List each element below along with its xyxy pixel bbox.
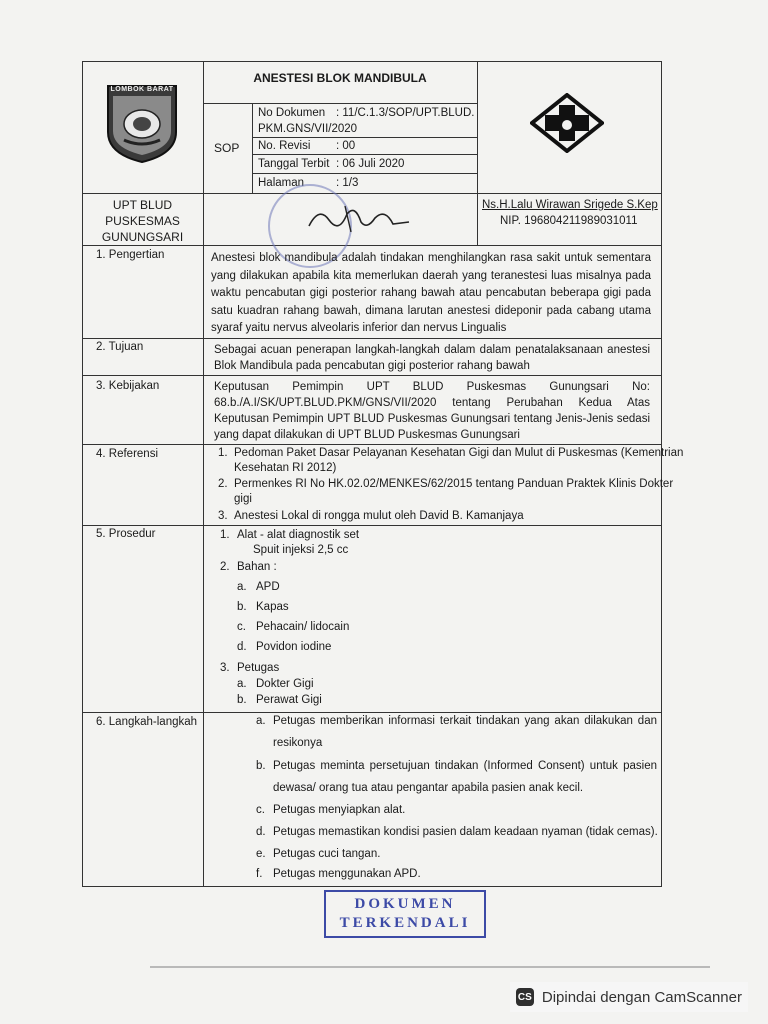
rule-after-pengertian: [82, 338, 662, 339]
header-divider-sop: [252, 103, 253, 193]
camscanner-logo-icon: CS: [516, 988, 534, 1006]
bahan-item-text: APD: [256, 581, 280, 593]
langkah-item-letter: a.: [256, 715, 266, 727]
header-divider-left: [203, 61, 204, 245]
section-text-kebijakan: Keputusan Pemimpin UPT BLUD Puskesmas Gunungsari No: 68.b./A.I/SK/UPT.BLUD.PKM/GNS/VII/2020 tentang Perubahan Kedua Atas Keputusan Pemimpin UPT BLUD Puskesmas Gunungsari tentang Jenis-Jenis sedasi yang dapat dilakukan di UPT BLUD Puskesmas Gunungsari: [214, 381, 650, 441]
referensi-item-text: Pedoman Paket Dasar Pelayanan Kesehatan Gigi dan Mulut di Puskesmas (Kementrian: [234, 447, 684, 459]
header-row-rule-2: [252, 154, 477, 155]
header-title-rule: [203, 103, 477, 104]
rule-after-tujuan: [82, 375, 662, 376]
langkah-item-text: Petugas memastikan kondisi pasien dalam keadaan nyaman (tidak cemas).: [273, 826, 658, 838]
frame-left: [82, 61, 83, 887]
section-label-prosedur: 5. Prosedur: [96, 528, 156, 540]
langkah-item-letter: f.: [256, 868, 263, 880]
org-name-line2: PUSKESMAS: [105, 214, 180, 228]
langkah-item-text: Petugas menyiapkan alat.: [273, 804, 406, 816]
prosedur-alat-num: 1.: [220, 529, 230, 541]
bahan-item-letter: d.: [237, 641, 247, 653]
prosedur-petugas-title: Petugas: [237, 662, 280, 674]
petugas-item-text: Dokter Gigi: [256, 678, 314, 690]
petugas-item-text: Perawat Gigi: [256, 694, 322, 706]
section-text-tujuan: Sebagai acuan penerapan langkah-langkah dalam dalam penatalaksanaan anestesi Blok Mandibula pada pencabutan gigi posterior rahang bawah: [214, 344, 650, 372]
section-label-tujuan: 2. Tujuan: [96, 341, 144, 353]
emblem-banner-text: LOMBOK BARAT: [110, 86, 174, 93]
prosedur-bahan-title: Bahan :: [237, 561, 277, 573]
date-value: : 06 Juli 2020: [336, 158, 405, 170]
header-row-rule-1: [252, 137, 477, 138]
stamp-line1: DOKUMEN: [354, 896, 456, 912]
header-row-rule-3: [252, 173, 477, 174]
frame-top: [82, 61, 662, 62]
sop-label: SOP: [214, 141, 240, 155]
stamp-line2: TERKENDALI: [339, 915, 471, 931]
header-bottom-rule: [82, 245, 662, 246]
langkah-item-letter: c.: [256, 804, 265, 816]
label-column-divider: [203, 245, 204, 887]
camscanner-text: Dipindai dengan CamScanner: [541, 988, 742, 1006]
prosedur-bahan-num: 2.: [220, 561, 230, 573]
bahan-item-text: Kapas: [256, 601, 289, 613]
header-logo-rule: [82, 193, 662, 194]
rule-after-kebijakan: [82, 444, 662, 445]
section-label-langkah: 6. Langkah-langkah: [96, 716, 198, 728]
section-label-pengertian: 1. Pengertian: [96, 249, 165, 261]
bahan-item-text: Pehacain/ lidocain: [256, 621, 350, 633]
frame-right: [661, 61, 662, 887]
langkah-item-letter: b.: [256, 760, 266, 772]
langkah-item-text: Petugas memberikan informasi terkait tindakan yang akan dilakukan dan resikonya: [273, 715, 657, 749]
referensi-item-text: Permenkes RI No HK.02.02/MENKES/62/2015 tentang Panduan Praktek Klinis Dokter: [234, 478, 674, 490]
revision-label: No. Revisi: [258, 140, 311, 152]
frame-bottom: [82, 886, 662, 887]
referensi-item-text-cont: Kesehatan RI 2012): [234, 462, 337, 474]
langkah-item-text: Petugas cuci tangan.: [273, 848, 381, 860]
org-name-line3: GUNUNGSARI: [101, 230, 184, 244]
petugas-item-letter: b.: [237, 694, 247, 706]
lombok-barat-emblem: [104, 82, 180, 164]
camscanner-watermark: [510, 982, 748, 1012]
doc-no-label: No Dokumen: [258, 107, 326, 119]
header-divider-right: [477, 61, 478, 245]
prosedur-alat-sub: Spuit injeksi 2,5 cc: [253, 544, 349, 556]
referensi-item-text-cont: gigi: [234, 493, 252, 505]
page-value: : 1/3: [336, 177, 359, 189]
section-label-referensi: 4. Referensi: [96, 448, 159, 460]
revision-value: : 00: [336, 140, 356, 152]
org-name-line1: UPT BLUD: [112, 198, 173, 212]
referensi-item-num: 3.: [218, 510, 228, 522]
signer-name: Ns.H.Lalu Wirawan Srigede S.Kep: [482, 199, 658, 211]
doc-no-value: : 11/C.1.3/SOP/UPT.BLUD.: [336, 107, 475, 119]
page-label: Halaman: [258, 177, 305, 189]
petugas-item-letter: a.: [237, 678, 247, 690]
section-label-kebijakan: 3. Kebijakan: [96, 380, 160, 392]
langkah-item-letter: d.: [256, 826, 266, 838]
referensi-item-num: 2.: [218, 478, 228, 490]
puskesmas-logo-icon: [530, 93, 604, 153]
prosedur-petugas-num: 3.: [220, 662, 230, 674]
date-label: Tanggal Terbit: [258, 158, 330, 170]
bahan-item-letter: a.: [237, 581, 247, 593]
bahan-item-text: Povidon iodine: [256, 641, 332, 653]
rule-after-referensi: [82, 525, 662, 526]
bahan-item-letter: c.: [237, 621, 246, 633]
langkah-item-letter: e.: [256, 848, 266, 860]
langkah-item-text: Petugas meminta persetujuan tindakan (Informed Consent) untuk pasien dewasa/ orang tua atau pengantar apabila pasien anak kecil.: [273, 760, 657, 794]
referensi-item-text: Anestesi Lokal di rongga mulut oleh David B. Kamanjaya: [234, 510, 524, 522]
signature: [305, 200, 415, 236]
bahan-item-letter: b.: [237, 601, 247, 613]
section-text-pengertian: Anestesi blok mandibula adalah tindakan menghilangkan rasa sakit untuk sementara yang dilakukan apabila kita memerlukan daerah yang teranestesi luas misalnya pada waktu pencabutan gigi posterior rahang bawah atau pencabutan beberapa gigi pada satu kuadran rahang bawah, dimana larutan anestesi dideponir pada cabang utama syaraf yaitu nervus alveolaris inferior dan nervus Lingualis: [211, 252, 651, 334]
doc-no-value-cont: PKM.GNS/VII/2020: [258, 123, 358, 135]
scan-edge-line: [150, 966, 710, 968]
document-title: ANESTESI BLOK MANDIBULA: [253, 71, 427, 85]
signer-nip: NIP. 196804211989031011: [500, 215, 638, 227]
referensi-item-num: 1.: [218, 447, 228, 459]
langkah-item-text: Petugas menggunakan APD.: [273, 868, 421, 880]
prosedur-alat-title: Alat - alat diagnostik set: [237, 529, 360, 541]
controlled-document-stamp: [324, 890, 486, 938]
